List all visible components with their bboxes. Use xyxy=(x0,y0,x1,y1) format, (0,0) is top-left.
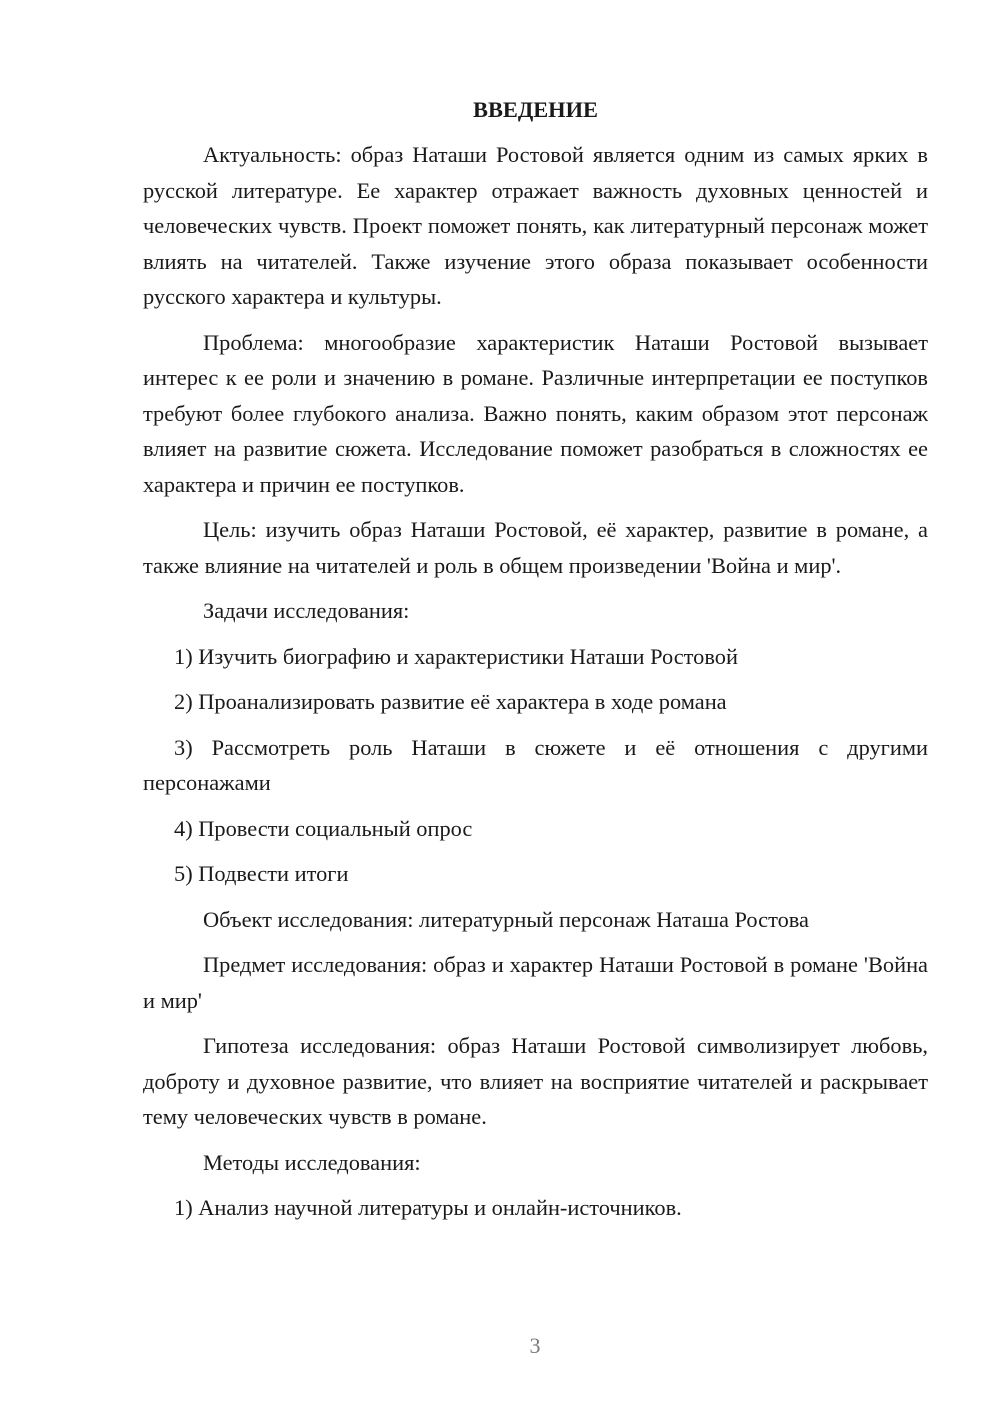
task-item-4: 4) Провести социальный опрос xyxy=(174,815,473,841)
task-item-1: 1) Изучить биографию и характеристики Наташи Ростовой xyxy=(174,643,738,669)
page-number: 3 xyxy=(529,1333,541,1358)
relevance-paragraph: Актуальность: образ Наташи Ростовой является одним из самых ярких в русской литературе. Ее характер отражает важность духовных ценностей и человеческих чувств. Проект поможет понять, как литературный персонаж может влиять на читателей. Также изучение этого образа показывает особенности русского характера и культуры. xyxy=(143,142,928,309)
document-body xyxy=(143,92,928,1236)
methods-heading: Методы исследования: xyxy=(203,1149,421,1175)
goal-paragraph: Цель: изучить образ Наташи Ростовой, её характер, развитие в романе, а также влияние на читателей и роль в общем произведении 'Война и мир'. xyxy=(143,517,928,578)
task-item-3: 3) Рассмотреть роль Наташи в сюжете и её отношения с другими персонажами xyxy=(143,734,928,795)
task-item-2: 2) Проанализировать развитие её характера в ходе романа xyxy=(174,689,727,714)
method-item-1: 1) Анализ научной литературы и онлайн-источников. xyxy=(174,1195,682,1220)
object-paragraph: Объект исследования: литературный персонаж Наташа Ростова xyxy=(203,906,809,932)
tasks-heading: Задачи исследования: xyxy=(203,598,410,623)
task-item-5: 5) Подвести итоги xyxy=(174,861,349,886)
problem-paragraph: Проблема: многообразие характеристик Наташи Ростовой вызывает интерес к ее роли и значению в романе. Различные интерпретации ее поступков требуют более глубокого анализа. Важно понять, каким образом этот персонаж влияет на развитие сюжета. Исследование поможет разобраться в сложностях ее характера и причин ее поступков. xyxy=(143,329,928,497)
subject-paragraph: Предмет исследования: образ и характер Наташи Ростовой в романе 'Война и мир' xyxy=(143,952,928,1013)
hypothesis-paragraph: Гипотеза исследования: образ Наташи Ростовой символизирует любовь, доброту и духовное развитие, что влияет на восприятие читателей и раскрывает тему человеческих чувств в романе. xyxy=(143,1033,928,1129)
section-heading: ВВЕДЕНИЕ xyxy=(473,97,598,122)
